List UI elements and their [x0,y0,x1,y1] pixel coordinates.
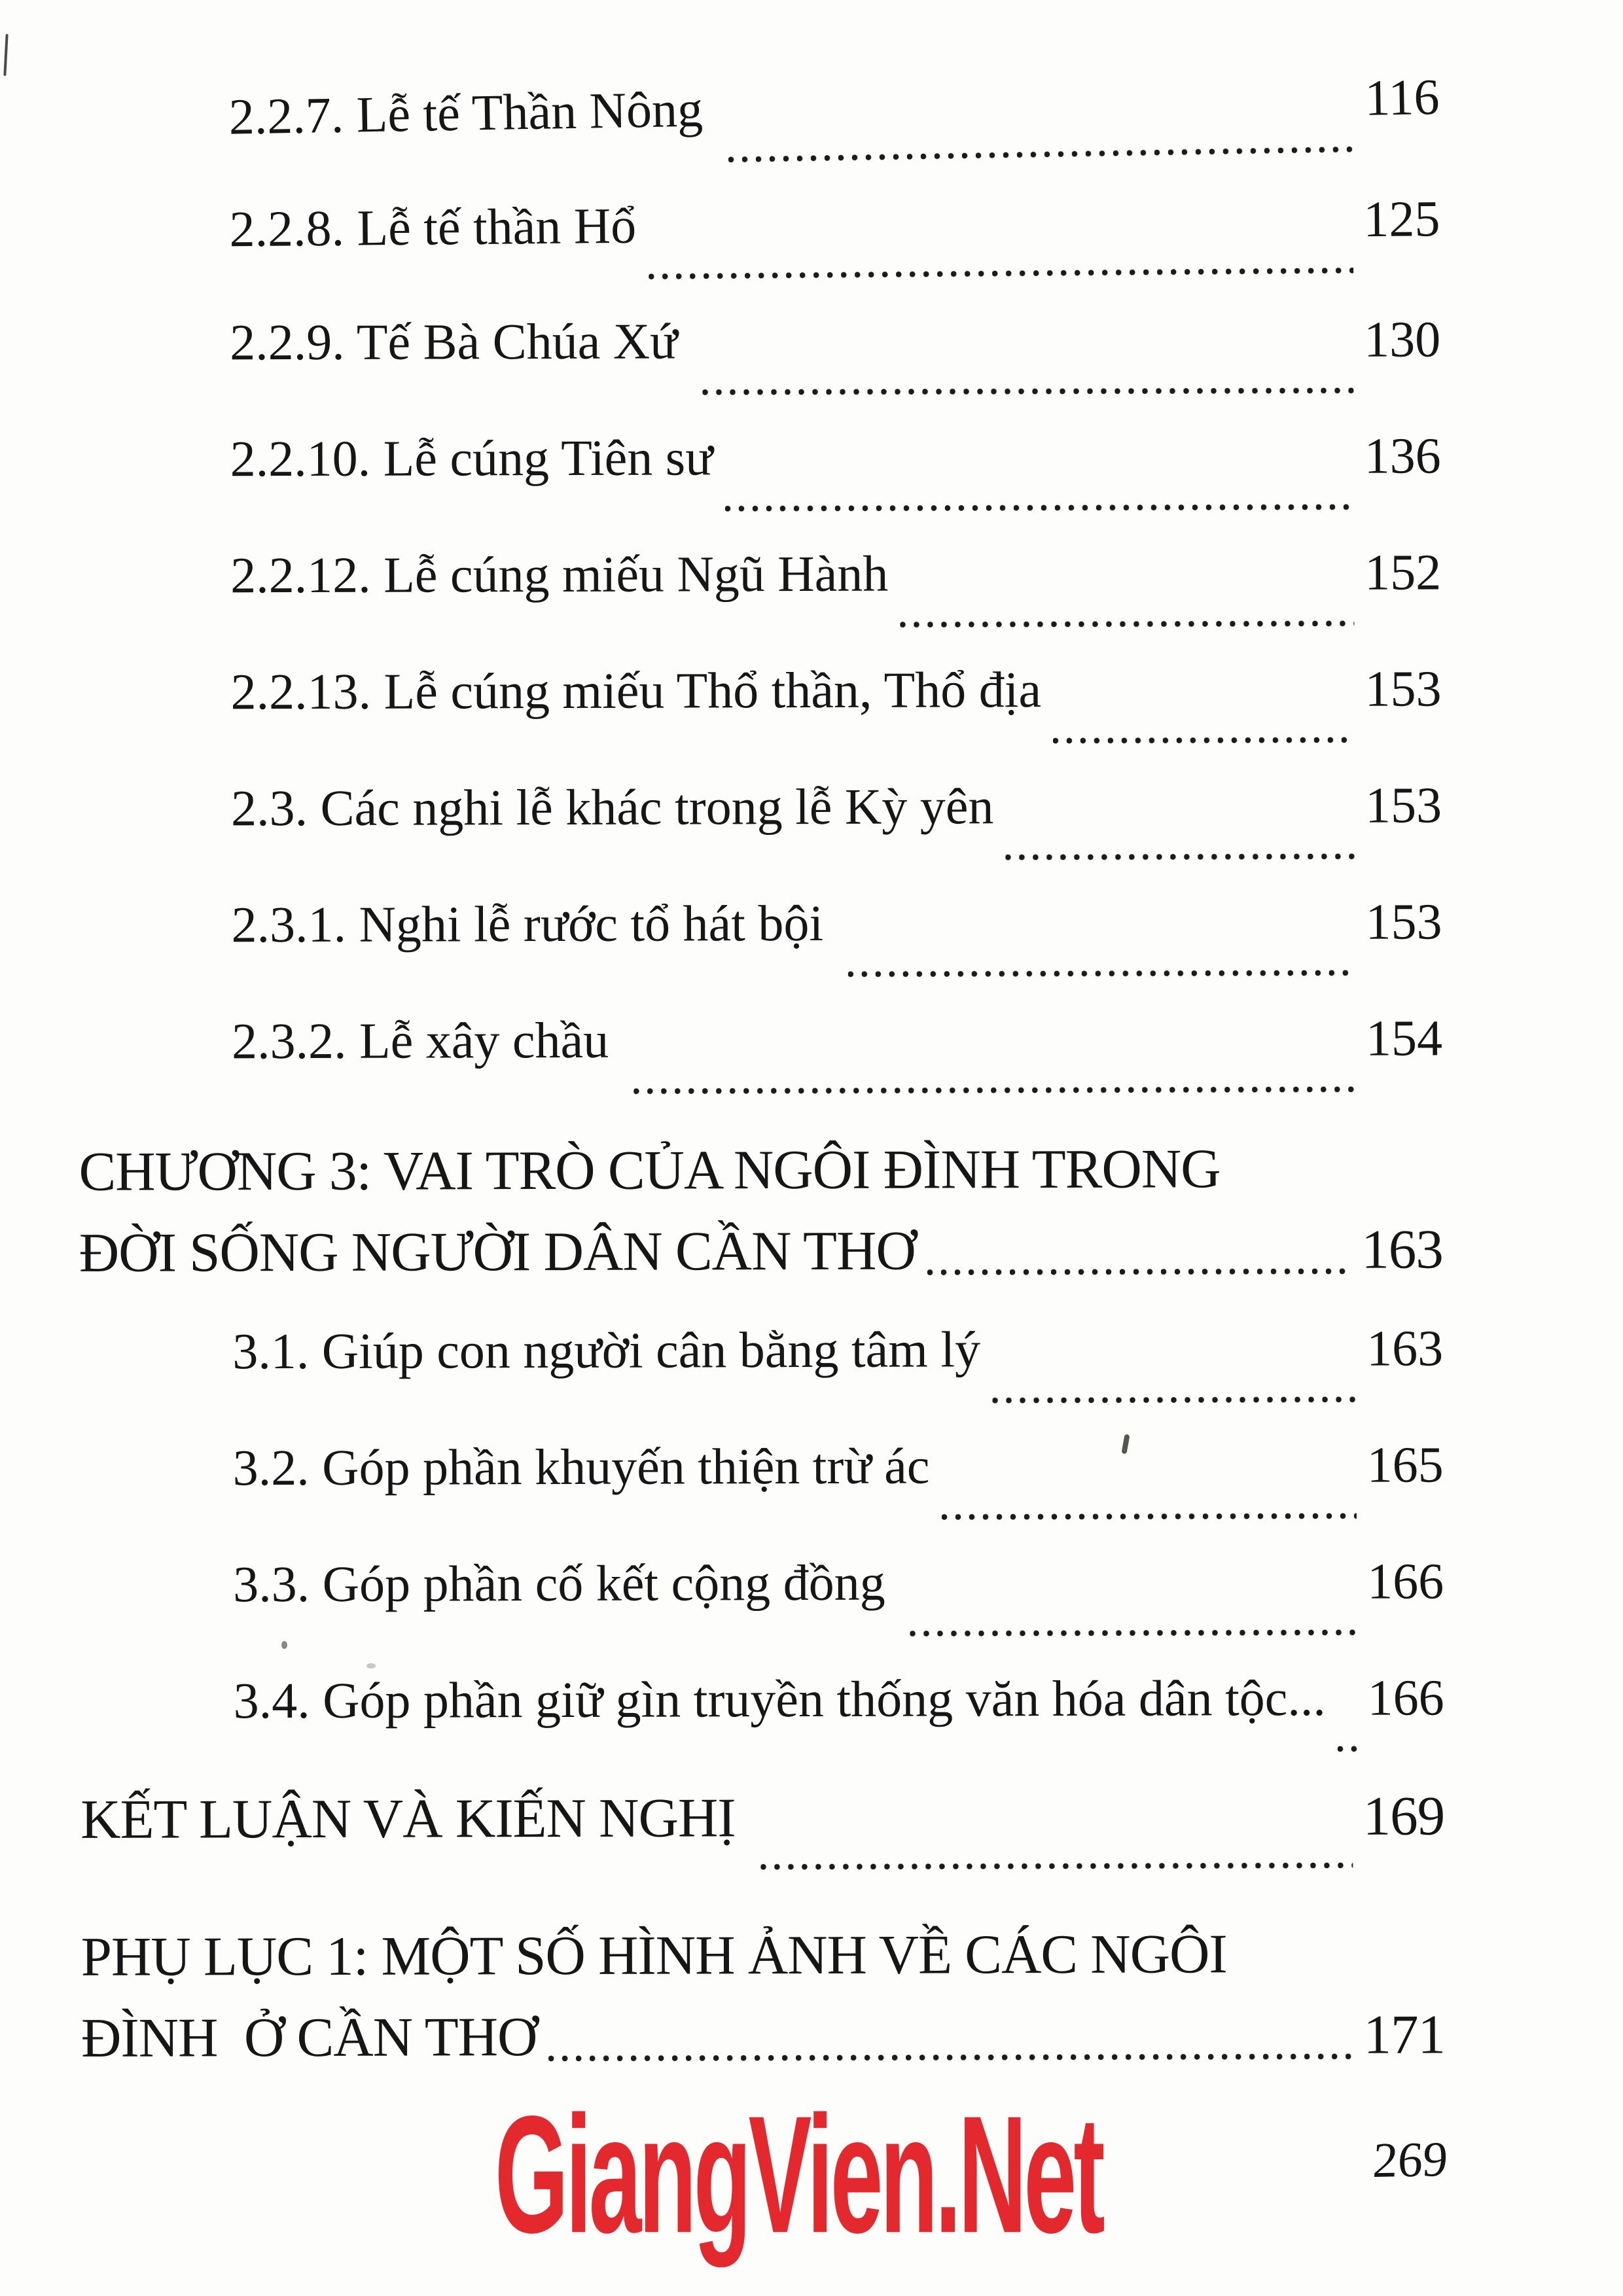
scan-artifact-speck [281,1641,287,1649]
toc-entry-label: 2.3.1. Nghi lễ rước tổ hát bội [231,894,836,953]
appendix-line2-row [81,1994,1445,2078]
toc-entry-label: 2.3.2. Lễ xây chầu [231,1011,622,1070]
dot-leader [927,1268,1351,1276]
toc-conclusion-row [80,1786,1444,1905]
toc-entry-page: 166 [1367,1552,1444,1610]
chapter3-line2: ĐỜI SỐNG NGƯỜI DÂN CẦN THƠ [79,1220,916,1284]
toc-entry-page: 153 [1365,892,1442,950]
dot-leader [1006,853,1355,860]
appendix-line2: ĐÌNH Ở CẦN THƠ [80,2006,537,2069]
toc-entry-label: 2.2.7. Lễ tế Thần Nông [228,80,717,145]
chapter3-line1: CHƯƠNG 3: VAI TRÒ CỦA NGÔI ĐÌNH TRONG [79,1138,1221,1203]
dot-leader [942,1513,1357,1521]
toc-entry-page: 165 [1366,1436,1444,1493]
toc-entry-label: 2.3. Các nghi lễ khác trong lễ Kỳ yên [230,777,994,837]
page-number: 269 [1371,2132,1450,2188]
toc-entry-page: 153 [1364,660,1442,717]
dot-leader [728,146,1355,163]
dot-leader [900,620,1354,628]
toc-entry-page: 166 [1367,1669,1444,1726]
toc-entry-label: 3.1. Giúp con người cân bằng tâm lý [232,1320,981,1380]
toc-row [77,660,1441,780]
dot-leader [760,1862,1353,1870]
toc-row [76,190,1440,319]
toc-row [78,893,1442,1013]
toc-entry-label: 3.3. Góp phần cố kết cộng đồng [233,1553,899,1613]
dot-leader [992,1396,1356,1404]
toc-row [78,777,1442,896]
toc-row [75,69,1441,208]
conclusion-label: KẾT LUẬN VÀ KIẾN NGHỊ [80,1787,749,1850]
toc-entry-label: 2.2.13. Lễ cúng miếu Thổ thần, Thổ địa [230,661,1042,720]
dot-leader [549,2053,1353,2062]
toc-entry-label: 2.2.9. Tế Bà Chúa Xứ [230,312,691,371]
dot-leader [910,1629,1357,1637]
conclusion-page: 169 [1363,1785,1445,1847]
dot-leader [702,387,1353,396]
toc-entry-page: 125 [1363,190,1440,248]
toc-row [80,1669,1444,1789]
toc-entry-page: 154 [1365,1009,1443,1067]
toc-entry-label: 3.2. Góp phần khuyến thiện trừ ác [232,1437,930,1496]
dot-leader [848,970,1355,978]
dot-leader [633,1086,1355,1095]
toc-entry-page: 136 [1364,427,1441,484]
toc-entry-label: 3.4. Góp phần giữ gìn truyền thống văn hóa dân tộc... [233,1669,1326,1729]
toc-row [77,427,1441,547]
appendix-page: 171 [1363,2004,1446,2066]
toc-row [79,1320,1443,1439]
appendix-line1: PHỤ LỤC 1: MỘT SỐ HÌNH ẢNH VỀ CÁC NGÔI [80,1923,1227,1988]
toc-appendix-heading [81,1913,1446,2078]
toc-row [79,1010,1442,1129]
toc-entry-page: 130 [1364,310,1441,368]
dot-leader [649,267,1353,279]
toc-entry-page: 116 [1364,67,1440,126]
chapter3-line2-row [79,1209,1443,1293]
toc-entry-label: 2.2.8. Lễ tế thần Hổ [229,196,637,258]
toc-entry-label: 2.2.10. Lễ cúng Tiên sư [230,429,713,487]
toc-entry-page: 163 [1366,1319,1444,1377]
toc-row [77,544,1441,663]
toc-row [77,311,1440,431]
toc-row [80,1436,1444,1556]
giangvien-watermark: GiangVien.Net [495,2081,1103,2268]
dot-leader [1053,737,1355,744]
dot-leader [725,504,1354,512]
chapter3-page: 163 [1361,1218,1443,1280]
scan-artifact-smudge [366,1663,376,1669]
toc-entry-page: 152 [1364,543,1442,601]
toc-chapter3-heading [79,1127,1443,1293]
toc-entry-label: 2.2.12. Lễ cúng miếu Ngũ Hành [230,544,889,604]
toc-row [80,1553,1444,1672]
dot-leader [1338,1746,1357,1752]
toc-entry-page: 153 [1364,776,1442,834]
